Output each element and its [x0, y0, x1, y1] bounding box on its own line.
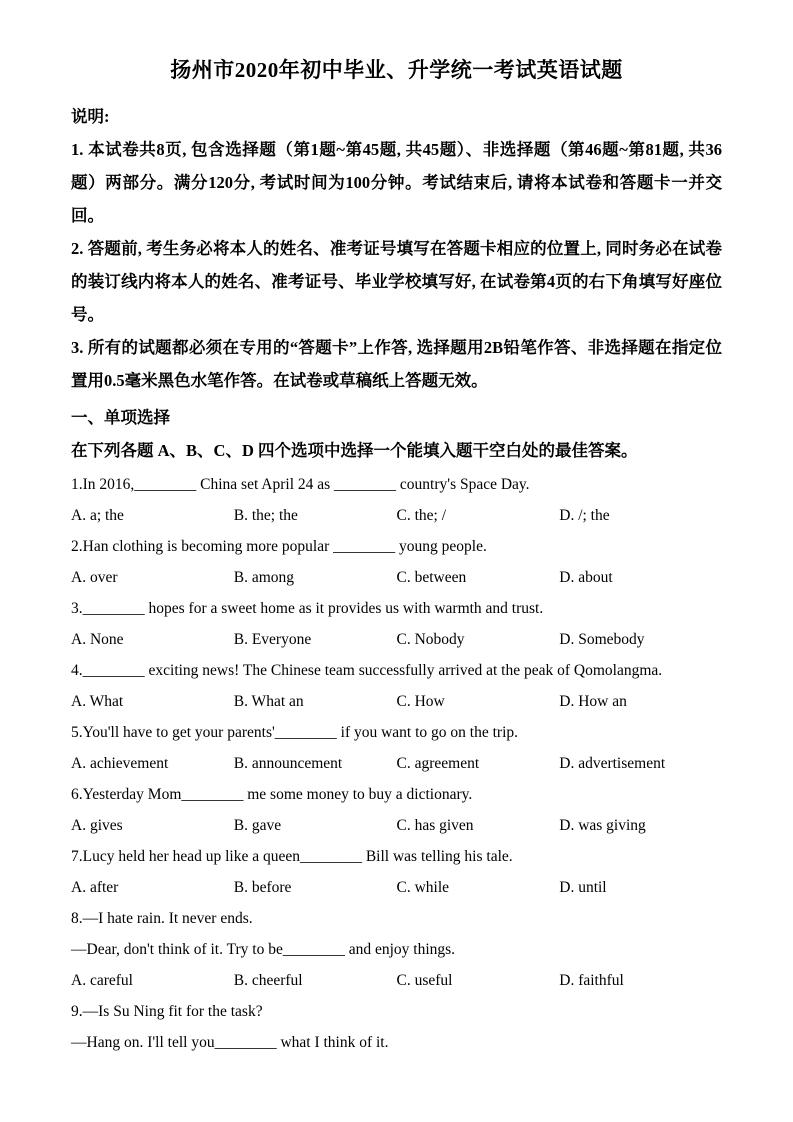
- option: A. gives: [71, 817, 123, 834]
- question-stem: 2.Han clothing is becoming more popular ________ young people.: [71, 538, 487, 555]
- option: D. until: [559, 879, 607, 896]
- question: [71, 717, 722, 779]
- option: C. while: [396, 879, 450, 896]
- option: A. None: [71, 631, 124, 648]
- option: A. a; the: [71, 507, 124, 524]
- question: [71, 531, 722, 593]
- option-row: [71, 500, 722, 531]
- option: A. over: [71, 569, 118, 586]
- instruction-item: 1. 本试卷共8页, 包含选择题（第1题~第45题, 共45题）、非选择题（第46题~第81题, 共36题）两部分。满分120分, 考试时间为100分钟。考试结束后, 请将本试卷和答题卡一并交回。: [71, 140, 722, 225]
- option: D. How an: [559, 693, 627, 710]
- question-stem: 5.You'll have to get your parents'________ if you want to go on the trip.: [71, 724, 519, 741]
- option: A. What: [71, 693, 124, 710]
- option: D. was giving: [559, 817, 646, 834]
- question-stem: 4.________ exciting news! The Chinese team successfully arrived at the peak of Qomolangma.: [71, 662, 663, 679]
- option-row: [71, 965, 722, 996]
- option-row: [71, 810, 722, 841]
- option-row: [71, 872, 722, 903]
- question-stem: —Hang on. I'll tell you________ what I think of it.: [71, 1034, 389, 1051]
- option: A. careful: [71, 972, 133, 989]
- option: B. the; the: [233, 507, 298, 524]
- option-row: [71, 686, 722, 717]
- option: D. about: [559, 569, 613, 586]
- question-stem: 8.—I hate rain. It never ends.: [71, 910, 253, 927]
- option: C. has given: [396, 817, 474, 834]
- option: B. cheerful: [233, 972, 303, 989]
- option: B. gave: [233, 817, 282, 834]
- option: B. among: [233, 569, 295, 586]
- instruction-list: [71, 133, 722, 397]
- option: B. Everyone: [233, 631, 312, 648]
- option-row: [71, 624, 722, 655]
- option: D. advertisement: [559, 755, 666, 772]
- question-stem: —Dear, don't think of it. Try to be________ and enjoy things.: [71, 941, 456, 958]
- page-title: 扬州市2020年初中毕业、升学统一考试英语试题: [170, 58, 623, 82]
- question: [71, 593, 722, 655]
- section-heading: 一、单项选择: [71, 408, 170, 427]
- instruction-item: 2. 答题前, 考生务必将本人的姓名、准考证号填写在答题卡相应的位置上, 同时务必在试卷的装订线内将本人的姓名、准考证号、毕业学校填写好, 在试卷第4页的右下角填写好座位号。: [71, 239, 722, 324]
- option: D. faithful: [559, 972, 624, 989]
- question: [71, 779, 722, 841]
- option: D. Somebody: [559, 631, 645, 648]
- option: D. /; the: [559, 507, 610, 524]
- option: B. What an: [233, 693, 304, 710]
- question-stem: 1.In 2016,________ China set April 24 as ________ country's Space Day.: [71, 476, 530, 493]
- option: C. useful: [396, 972, 453, 989]
- question-list: [71, 469, 722, 1058]
- question: [71, 996, 722, 1058]
- option: C. Nobody: [396, 631, 465, 648]
- option: B. announcement: [233, 755, 343, 772]
- instruction-item: 3. 所有的试题都必须在专用的“答题卡”上作答, 选择题用2B铅笔作答、非选择题在指定位置用0.5毫米黑色水笔作答。在试卷或草稿纸上答题无效。: [71, 338, 722, 390]
- question: [71, 903, 722, 996]
- instructions-block: [71, 100, 722, 397]
- option: C. How: [396, 693, 445, 710]
- question: [71, 841, 722, 903]
- option: B. before: [233, 879, 292, 896]
- section-intro: 在下列各题 A、B、C、D 四个选项中选择一个能填入题干空白处的最佳答案。: [71, 441, 638, 460]
- option: C. between: [396, 569, 467, 586]
- question-stem: 3.________ hopes for a sweet home as it provides us with warmth and trust.: [71, 600, 544, 617]
- question: [71, 655, 722, 717]
- question-stem: 7.Lucy held her head up like a queen________ Bill was telling his tale.: [71, 848, 513, 865]
- question-stem: 9.—Is Su Ning fit for the task?: [71, 1003, 263, 1020]
- question-stem: 6.Yesterday Mom________ me some money to buy a dictionary.: [71, 786, 473, 803]
- instructions-label: 说明:: [71, 107, 110, 126]
- option: C. the; /: [396, 507, 447, 524]
- question: [71, 469, 722, 531]
- option: A. after: [71, 879, 119, 896]
- option-row: [71, 562, 722, 593]
- option-row: [71, 748, 722, 779]
- option: C. agreement: [396, 755, 480, 772]
- option: A. achievement: [71, 755, 169, 772]
